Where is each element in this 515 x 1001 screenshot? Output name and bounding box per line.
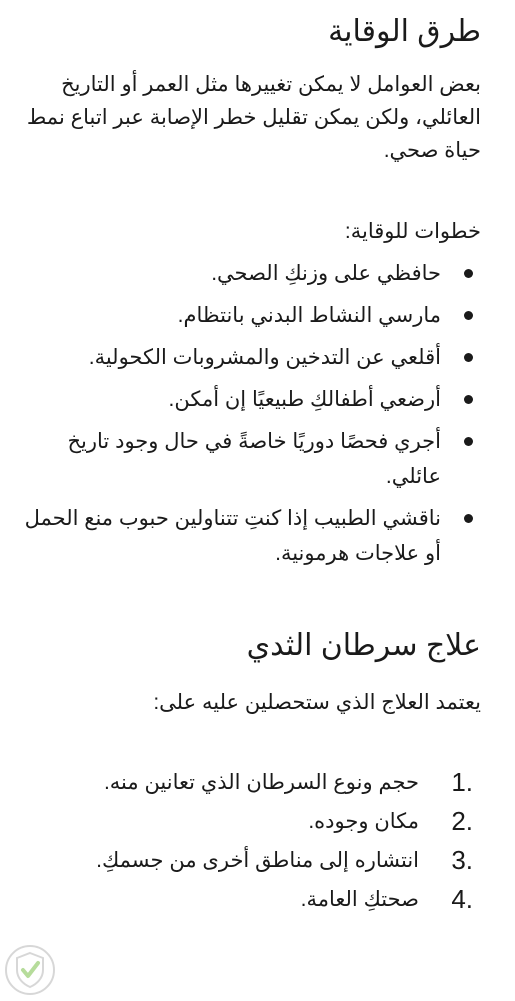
list-item-text: أرضعي أطفالكِ طبيعيًا إن أمكن. (168, 388, 441, 411)
list-item (20, 340, 481, 375)
treatment-intro: يعتمد العلاج الذي ستحصلين عليه على: (153, 691, 481, 714)
treatment-heading: علاج سرطان الثدي (246, 629, 481, 662)
list-item (20, 841, 481, 880)
bullet-icon (464, 311, 473, 320)
list-item-text: مارسي النشاط البدني بانتظام. (177, 304, 441, 327)
list-item (20, 382, 481, 417)
list-item-text: أقلعي عن التدخين والمشروبات الكحولية. (88, 346, 441, 369)
list-item-text: صحتكِ العامة. (300, 888, 419, 911)
list-item-text: ناقشي الطبيب إذا كنتِ تتناولين حبوب منع الحمل أو علاجات هرمونية. (24, 507, 441, 565)
list-item (20, 256, 481, 291)
prevention-steps-list (20, 256, 481, 571)
list-item-text: انتشاره إلى مناطق أخرى من جسمكِ. (96, 849, 419, 872)
bullet-icon (464, 395, 473, 404)
bullet-icon (464, 437, 473, 446)
list-number: 4. (451, 884, 473, 914)
list-item (20, 424, 481, 494)
list-item-text: حجم ونوع السرطان الذي تعانين منه. (103, 771, 419, 794)
list-number: 1. (451, 767, 473, 797)
list-item (20, 763, 481, 802)
list-item-text: حافظي على وزنكِ الصحي. (211, 262, 441, 285)
list-item (20, 880, 481, 919)
treatment-factors-list (20, 763, 481, 919)
list-item-text: أجري فحصًا دوريًا خاصةً في حال وجود تاريخ عائلي. (67, 430, 441, 488)
prevention-intro: بعض العوامل لا يمكن تغييرها مثل العمر أو التاريخ العائلي، ولكن يمكن تقليل خطر الإصابة عبر اتباع نمط حياة صحي. (26, 73, 481, 162)
list-item-text: مكان وجوده. (308, 810, 419, 833)
watermark-logo (4, 944, 56, 996)
bullet-icon (464, 269, 473, 278)
list-number: 2. (451, 806, 473, 836)
list-item (20, 802, 481, 841)
bullet-icon (464, 514, 473, 523)
list-item (20, 501, 481, 571)
list-item (20, 298, 481, 333)
steps-label: خطوات للوقاية: (344, 220, 481, 243)
list-number: 3. (451, 845, 473, 875)
shield-check-icon (4, 944, 56, 996)
bullet-icon (464, 353, 473, 362)
prevention-heading: طرق الوقاية (328, 15, 481, 48)
